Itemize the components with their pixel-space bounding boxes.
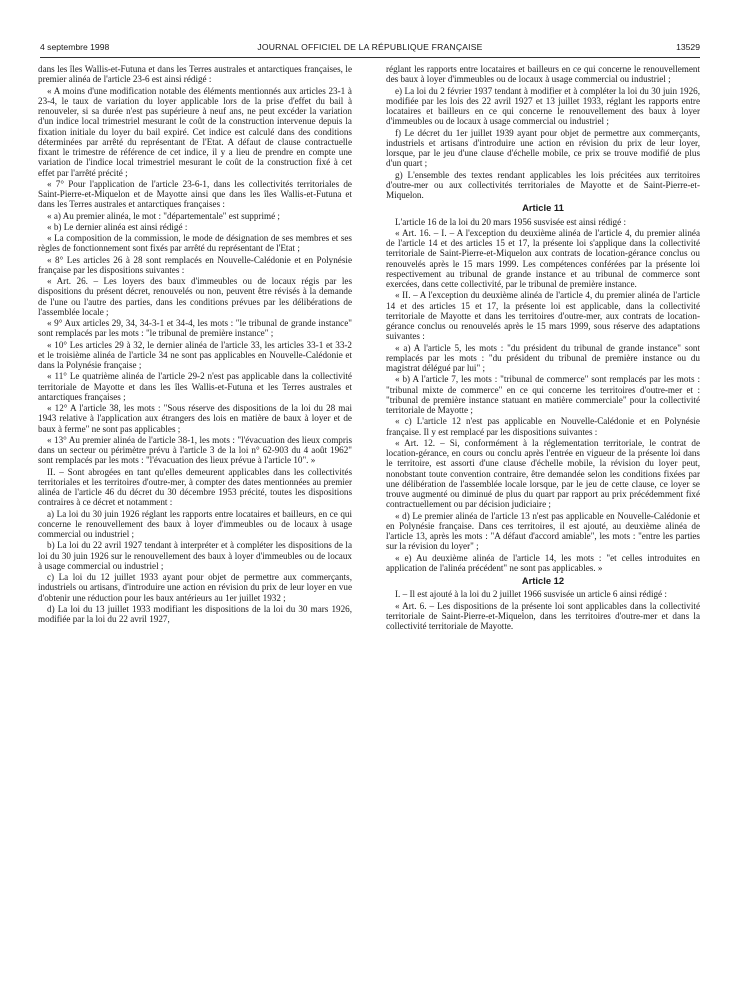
paragraph: réglant les rapports entre locataires et bailleurs en ce qui concerne le renouvellement des baux à loyer d'immeubles ou de locaux à usage commercial ou industriel ; [386,64,700,85]
paragraph: L'article 16 de la loi du 20 mars 1956 susvisée est ainsi rédigé : [395,216,626,227]
paragraph: « 13° Au premier alinéa de l'article 38-1, les mots : "l'évacuation des lieux compris dans un secteur ou périmètre prévu à l'article 3 de la loi n° 62-903 du 4 août 1962" sont remplacés par les mots : "l'évacuation des lieux prévue à l'article 10". » [38,434,352,466]
left-column [38,64,352,964]
paragraph: « 12° A l'article 38, les mots : "Sous réserve des dispositions de la loi du 28 mai 1943 relative à l'application aux étrangers des lois en matière de baux à loyer et de baux à ferme" ne sont pas applicables ; [38,403,352,434]
paragraph: « b) A l'article 7, les mots : "tribunal de commerce" sont remplacés par les mots : "tribunal mixte de commerce" en ce qui concerne les territoires d'outre-mer et : "tribunal de première instance statuant en matière commerciale" pour la collectivité territoriale de Mayotte ; [386,374,700,415]
paragraph: e) La loi du 2 février 1937 tendant à modifier et à compléter la loi du 30 juin 1926, modifiée par les lois des 22 avril 1927 et 13 juillet 1933, réglant les rapports entre locataires et bailleurs en ce qui concerne le renouvellement des baux à loyer d'immeubles ou de locaux à usage commercial ou industriel ; [386,85,700,127]
paragraph: « A moins d'une modification notable des éléments mentionnés aux articles 23-1 à 23-4, le taux de variation du loyer applicable lors de la prise d'effet du bail à renouveler, si sa durée n'est pas supérieure à neuf ans, ne peut excéder la variation d'un indice local trimestriel mesurant le coût de la construction intervenue depuis la fixation initiale du loyer du bail expiré. Cet indice est calculé dans des conditions déterminées par arrêté du représentant de l'Etat. A défaut de clause contractuelle fixant le trimestre de référence de cet indice, il y a lieu de prendre en compte une variation de l'indice local trimestriel mesurant le coût de la construction fixé à cet effet par l'arrêté précité ; [38,85,352,178]
article-heading: Article 11 [522,202,564,214]
paragraph: a) La loi du 30 juin 1926 réglant les rapports entre locataires et bailleurs, en ce qui concerne le renouvellement des baux à loyer d'immeubles ou de locaux à usage commercial ou industriel ; [38,508,352,539]
article-heading: Article 12 [521,575,565,586]
page-header [40,42,700,56]
right-column [386,64,700,964]
paragraph: c) La loi du 12 juillet 1933 ayant pour objet de permettre aux commerçants, industriels ou artisans, d'introduire une action en révision du prix de leur loyer en vue d'obtenir une réduction pour les baux antérieurs au 1er juillet 1932 ; [38,572,352,603]
paragraph: g) L'ensemble des textes rendant applicables les lois précitées aux territoires d'outre-mer ou aux collectivités territoriales de Mayotte et de Saint-Pierre-et-Miquelon. [386,169,700,200]
paragraph: « Art. 16. – I. – A l'exception du deuxième alinéa de l'article 4, du premier alinéa de l'article 14 et des articles 15 et 17, la présente loi s'applique dans la collectivité territoriale de Saint-Pierre-et-Miquelon aux contrats de location-gérance conclus ou renouvelés après le 15 mars 1999. Les compétences conférées par la présente loi respectivement au tribunal de grande instance et au tribunal de commerce sont exercées, dans cette collectivité, par le tribunal de première instance. [386,227,700,289]
paragraph: « Art. 6. – Les dispositions de la présente loi sont applicables dans la collectivité territoriale de Saint-Pierre-et-Miquelon, dans les territoires d'outre-mer et dans la collectivité territoriale de Mayotte. [386,600,700,631]
header-rule [40,57,700,58]
paragraph: I. – Il est ajouté à la loi du 2 juillet 1966 susvisée un article 6 ainsi rédigé : [395,589,667,600]
paragraph: d) La loi du 13 juillet 1933 modifiant les dispositions de la loi du 30 mars 1926, modifiée par la loi du 22 avril 1927, [38,603,352,624]
paragraph: « d) Le premier alinéa de l'article 13 n'est pas applicable en Nouvelle-Calédonie et en Polynésie française. Dans ces territoires, il est ajouté, au deuxième alinéa de l'article 13, après les mots : "A défaut d'accord amiable", les mots : "entre les parties sur la révision du loyer" ; [386,510,700,552]
paragraph: II. – Sont abrogées en tant qu'elles demeurent applicables dans les collectivités territoriales et les territoires d'outre-mer, à compter des dates mentionnées au premier alinéa de l'article 46 du décret du 30 décembre 1953 précité, toutes les dispositions contraires à ce décret et notamment : [38,466,352,508]
paragraph: « Art. 12. – Si, conformément à la réglementation territoriale, le contrat de location-gérance, en cours ou conclu après l'entrée en vigueur de la présente loi dans le territoire, est assorti d'une clause d'échelle mobile, la révision du loyer peut, nonobstant toute convention contraire, être demandée selon les conditions fixées par une délibération de l'assemblée locale lorsque, par le jeu de cette clause, ce loyer se trouve augmenté ou diminué de plus du quart par rapport au prix précédemment fixé contractuellement ou par décision judiciaire ; [386,437,700,510]
paragraph: « 7° Pour l'application de l'article 23-6-1, dans les collectivités territoriales de Saint-Pierre-et-Miquelon et de Mayotte ainsi que dans les îles Wallis-et-Futuna et dans les Terres australes et antarctiques françaises : [38,178,352,210]
header-journal-title: JOURNAL OFFICIEL DE LA RÉPUBLIQUE FRANÇAISE [257,42,483,52]
paragraph: « 11° Le quatrième alinéa de l'article 29-2 n'est pas applicable dans la collectivité territoriale de Mayotte et dans les îles Wallis-et-Futuna et les Terres australes et antarctiques françaises ; [38,371,352,402]
header-page-number: 13529 [676,42,700,52]
paragraph: « a) Au premier alinéa, le mot : "départementale" est supprimé ; [47,210,280,221]
paragraph: « c) L'article 12 n'est pas applicable en Nouvelle-Calédonie et en Polynésie française. Il y est remplacé par les dispositions suivantes : [386,416,700,437]
paragraph: « 9° Aux articles 29, 34, 34-3-1 et 34-4, les mots : "le tribunal de grande instance" sont remplacés par les mots : "le tribunal de première instance" ; [38,318,352,339]
paragraph: b) La loi du 22 avril 1927 tendant à interpréter et à compléter les dispositions de la loi du 30 juin 1926 sur le renouvellement des baux à loyer d'immeubles ou de locaux à usage commercial ou industriel ; [38,540,352,571]
paragraph: f) Le décret du 1er juillet 1939 ayant pour objet de permettre aux commerçants, industriels et artisans d'introduire une action en révision du prix de leur loyer, lorsque, par le jeu d'une clause d'échelle mobile, ce prix se trouve modifié de plus d'un quart ; [386,127,700,169]
paragraph: « La composition de la commission, le mode de désignation de ses membres et ses règles de fonctionnement sont fixés par arrêté du représentant de l'Etat ; [38,233,352,254]
paragraph: « b) Le dernier alinéa est ainsi rédigé : [47,221,188,232]
paragraph: « a) A l'article 5, les mots : "du président du tribunal de grande instance" sont remplacés par les mots : "du président du tribunal de première instance ou du magistrat délégué par lui" ; [386,342,700,373]
paragraph: « 8° Les articles 26 à 28 sont remplacés en Nouvelle-Calédonie et en Polynésie française par les dispositions suivantes : [38,254,352,275]
paragraph: « Art. 26. – Les loyers des baux d'immeubles ou de locaux régis par les dispositions du présent décret, renouvelés ou non, peuvent être révisés à la demande de l'une ou l'autre des parties, dans les conditions prévues par les délibérations de l'assemblée locale ; [38,276,352,317]
paragraph: « II. – A l'exception du deuxième alinéa de l'article 4, du premier alinéa de l'article 14 et des articles 15 et 17, la présente loi est applicable, dans la collectivité territoriale de Mayotte et dans les territoires d'outre-mer, aux contrats de location-gérance conclus ou renouvelés après le 15 mars 1999, sous réserve des adaptations suivantes : [386,290,700,342]
paragraph: dans les îles Wallis-et-Futuna et dans les Terres australes et antarctiques françaises, le premier alinéa de l'article 23-6 est ainsi rédigé : [38,64,352,85]
paragraph: « 10° Les articles 29 à 32, le dernier alinéa de l'article 33, les articles 33-1 et 33-2 et le troisième alinéa de l'article 34 ne sont pas applicables en Nouvelle-Calédonie et dans la Polynésie française ; [38,339,352,370]
header-date: 4 septembre 1998 [40,42,110,52]
paragraph: « e) Au deuxième alinéa de l'article 14, les mots : "et celles introduites en application de l'alinéa précédent" ne sont pas applicables. » [386,552,700,573]
